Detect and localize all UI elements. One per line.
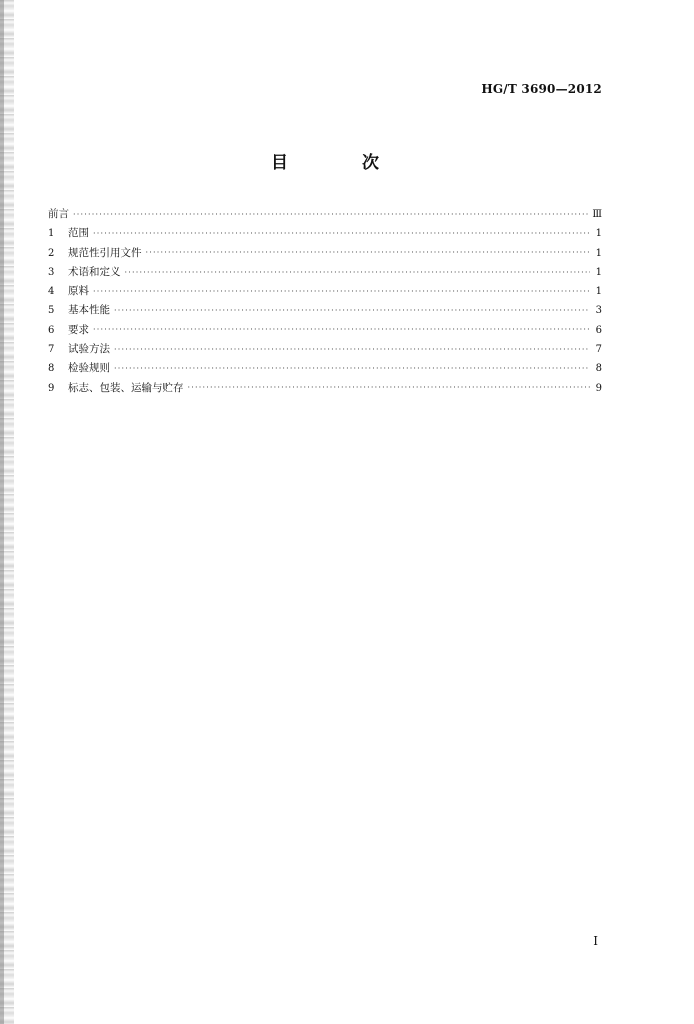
toc-entry-label: 基本性能	[68, 304, 110, 317]
toc-entry-page: 8	[595, 363, 602, 375]
toc-dot-leader	[93, 229, 590, 239]
toc-dot-leader	[114, 306, 590, 316]
toc-dot-leader	[188, 383, 591, 393]
toc-entry-page: 1	[595, 247, 602, 259]
toc-entry-terms-definitions[interactable]	[48, 263, 602, 282]
toc-entry-number: 6	[48, 324, 55, 336]
table-of-contents	[48, 205, 602, 398]
toc-entry-number: 1	[48, 228, 55, 240]
toc-dot-leader	[93, 287, 590, 297]
toc-entry-marking-packaging[interactable]	[48, 379, 602, 398]
toc-entry-page: Ⅲ	[592, 209, 602, 220]
toc-entry-page: 6	[595, 324, 602, 336]
toc-dot-leader	[93, 325, 590, 335]
toc-entry-label: 检验规则	[68, 362, 110, 375]
toc-entry-label: 术语和定义	[68, 265, 121, 278]
toc-dot-leader	[125, 268, 591, 278]
toc-entry-test-methods[interactable]	[48, 340, 602, 359]
toc-entry-inspection-rules[interactable]	[48, 359, 602, 378]
toc-entry-number: 8	[48, 363, 55, 375]
toc-entry-number: 5	[48, 305, 55, 317]
toc-entry-label: 范围	[68, 227, 89, 240]
toc-entry-label: 标志、包装、运输与贮存	[68, 381, 184, 394]
toc-dot-leader	[114, 345, 590, 355]
toc-entry-normative-references[interactable]	[48, 244, 602, 263]
toc-title: 目 次	[271, 153, 413, 173]
toc-entry-page: 7	[595, 344, 602, 356]
toc-entry-page: 1	[595, 286, 602, 298]
toc-entry-label: 规范性引用文件	[68, 246, 142, 259]
toc-dot-leader	[146, 248, 591, 258]
toc-entry-page: 1	[595, 228, 602, 240]
toc-entry-raw-materials[interactable]	[48, 282, 602, 301]
toc-entry-label: 原料	[68, 285, 89, 298]
toc-entry-foreword[interactable]	[48, 205, 602, 224]
toc-entry-label: 前言	[48, 208, 69, 220]
toc-entry-number: 7	[48, 344, 55, 356]
toc-entry-scope[interactable]	[48, 224, 602, 243]
toc-entry-page: 9	[595, 382, 602, 394]
toc-entry-number: 9	[48, 382, 55, 394]
toc-entry-number: 3	[48, 266, 55, 278]
toc-entry-label: 要求	[68, 323, 89, 336]
toc-entry-label: 试验方法	[68, 343, 110, 356]
toc-entry-page: 3	[595, 305, 602, 317]
toc-entry-page: 1	[595, 266, 602, 278]
toc-entry-requirements[interactable]	[48, 321, 602, 340]
toc-entry-number: 2	[48, 247, 55, 259]
page-number: I	[593, 934, 598, 948]
toc-dot-leader	[73, 210, 588, 220]
toc-entry-number: 4	[48, 286, 55, 298]
toc-dot-leader	[114, 364, 590, 374]
toc-entry-basic-properties[interactable]	[48, 301, 602, 320]
document-code: HG/T 3690—2012	[481, 82, 602, 96]
